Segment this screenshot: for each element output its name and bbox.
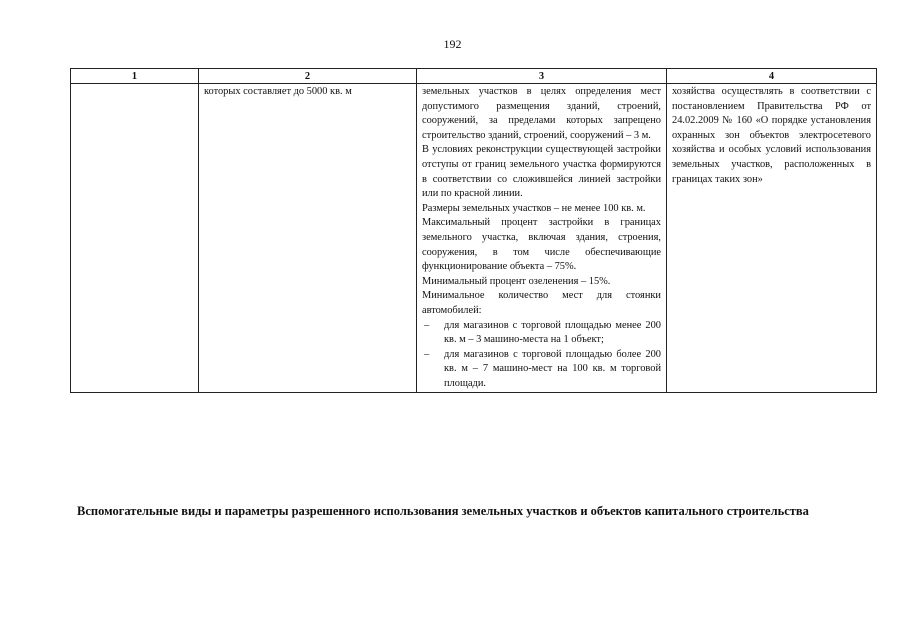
section-heading: Вспомогательные виды и параметры разрешенного использования земельных участков и объектов капитального строительства — [77, 504, 809, 518]
list-item — [422, 319, 661, 348]
list-item — [422, 348, 661, 392]
table-row — [71, 84, 877, 393]
paragraph: В условиях реконструкции существующей застройки отступы от границ земельного участка формируются в соответствии со сложившейся линией застройки или по красной линии. — [422, 144, 661, 200]
paragraph: земельных участков в целях определения мест допустимого размещения зданий, строений, сооружений, за пределами которых запрещено строительство зданий, строений, сооружений – 3 м. — [422, 86, 661, 141]
paragraph: Минимальный процент озеленения – 15%. — [422, 275, 611, 287]
dash-bullet: – — [424, 319, 430, 331]
list-item-text: для магазинов с торговой площадью более 200 кв. м – 7 машино-мест на 100 кв. м торговой площади. — [444, 348, 661, 389]
paragraph: Максимальный процент застройки в границах земельного участка, включая здания, строения, сооружения, в том числе обеспечивающие функционирование объекта – 75%. — [422, 217, 661, 273]
paragraph: хозяйства осуществлять в соответствии с постановлением Правительства РФ от 24.02.2009 № 160 «О порядке установления охранных зон объектов электросетевого хозяйства и особых условий использования земельных участков, расположенных в границах таких зон» — [672, 86, 871, 185]
column-header-3: 3 — [417, 69, 667, 84]
cell-col1 — [71, 84, 199, 393]
cell-col3 — [417, 84, 667, 393]
paragraph: Размеры земельных участков – не менее 100 кв. м. — [422, 202, 646, 214]
parking-list — [422, 319, 661, 392]
regulations-table — [70, 68, 877, 393]
cell-col4 — [667, 84, 877, 393]
column-header-2: 2 — [199, 69, 417, 84]
page-number: 192 — [443, 37, 462, 51]
paragraph: Минимальное количество мест для стоянки автомобилей: — [422, 290, 661, 316]
dash-bullet: – — [424, 348, 430, 360]
column-header-1: 1 — [71, 69, 199, 84]
cell-col2: которых составляет до 5000 кв. м — [199, 84, 417, 393]
table-header-row — [71, 69, 877, 84]
list-item-text: для магазинов с торговой площадью менее 200 кв. м – 3 машино-места на 1 объект; — [444, 319, 661, 346]
column-header-4: 4 — [667, 69, 877, 84]
